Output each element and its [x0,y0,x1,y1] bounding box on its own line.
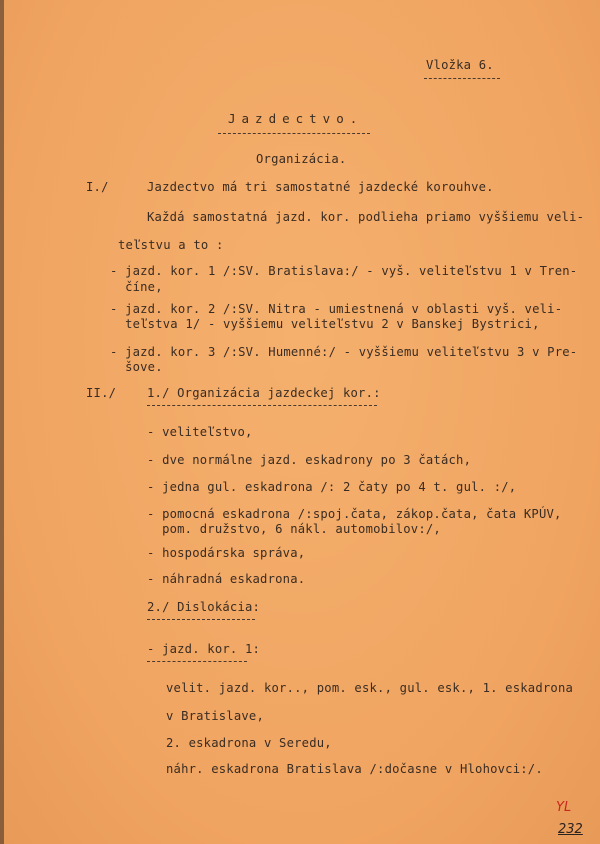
list-item: - jazd. kor. 3 /:SV. Humenné:/ - vyššiemu veliteľstvu 3 v Pre- [110,345,578,359]
dislokacia-heading: 2./ Dislokácia: [147,600,261,614]
list-item: - jazd. kor. 1 /:SV. Bratislava:/ - vyš. veliteľstvu 1 v Tren- [110,264,578,278]
kor1-line: velit. jazd. kor.., pom. esk., gul. esk., 1. eskadrona [166,681,574,695]
section-1-line-3: teľstvu a to : [118,238,224,252]
kor1-line: náhr. eskadrona Bratislava /:dočasne v Hlohovci:/. [166,762,543,776]
list-item-continuation: číne, [110,280,163,294]
list-item: - hospodárska správa, [147,546,306,560]
list-item: - veliteľstvo, [147,425,253,439]
kor1-line: v Bratislave, [166,709,264,723]
list-item: - jedna gul. eskadrona /: 2 čaty po 4 t. gul. :/, [147,480,517,494]
list-item-continuation: teľstva 1/ - vyššiemu veliteľstvu 2 v Banskej Bystrici, [110,317,540,331]
section-1-numeral: I./ [86,180,109,194]
list-item-continuation: pom. družstvo, 6 nákl. automobilov:/, [147,522,441,536]
section-2-heading-underline [147,405,377,406]
list-item-continuation: šove. [110,360,163,374]
list-item: - dve normálne jazd. eskadrony po 3 čatách, [147,453,472,467]
subtitle: Organizácia. [256,152,347,166]
kor1-underline [147,661,247,662]
page-title: Jazdectvo. [228,111,364,126]
insert-label: Vložka 6. [426,58,494,72]
page-number: 232 [558,822,583,837]
section-2-numeral: II./ [86,386,117,400]
list-item: - náhradná eskadrona. [147,572,306,586]
kor1-line: 2. eskadrona v Seredu, [166,736,332,750]
kor1-heading: - jazd. kor. 1: [147,642,261,656]
section-2-heading: 1./ Organizácia jazdeckej kor.: [147,386,381,400]
page-edge [0,0,4,844]
section-1-line-1: Jazdectvo má tri samostatné jazdecké korouhve. [147,180,494,194]
list-item: - jazd. kor. 2 /:SV. Nitra - umiestnená v oblasti vyš. veli- [110,302,563,316]
section-1-line-2: Každá samostatná jazd. kor. podlieha priamo vyššiemu veli- [147,210,585,224]
title-underline [218,133,370,134]
dislokacia-underline [147,619,255,620]
list-item: - pomocná eskadrona /:spoj.čata, zákop.čata, čata KPÚV, [147,507,562,521]
insert-label-underline [424,78,500,79]
red-annotation-mark: YL [556,800,572,815]
